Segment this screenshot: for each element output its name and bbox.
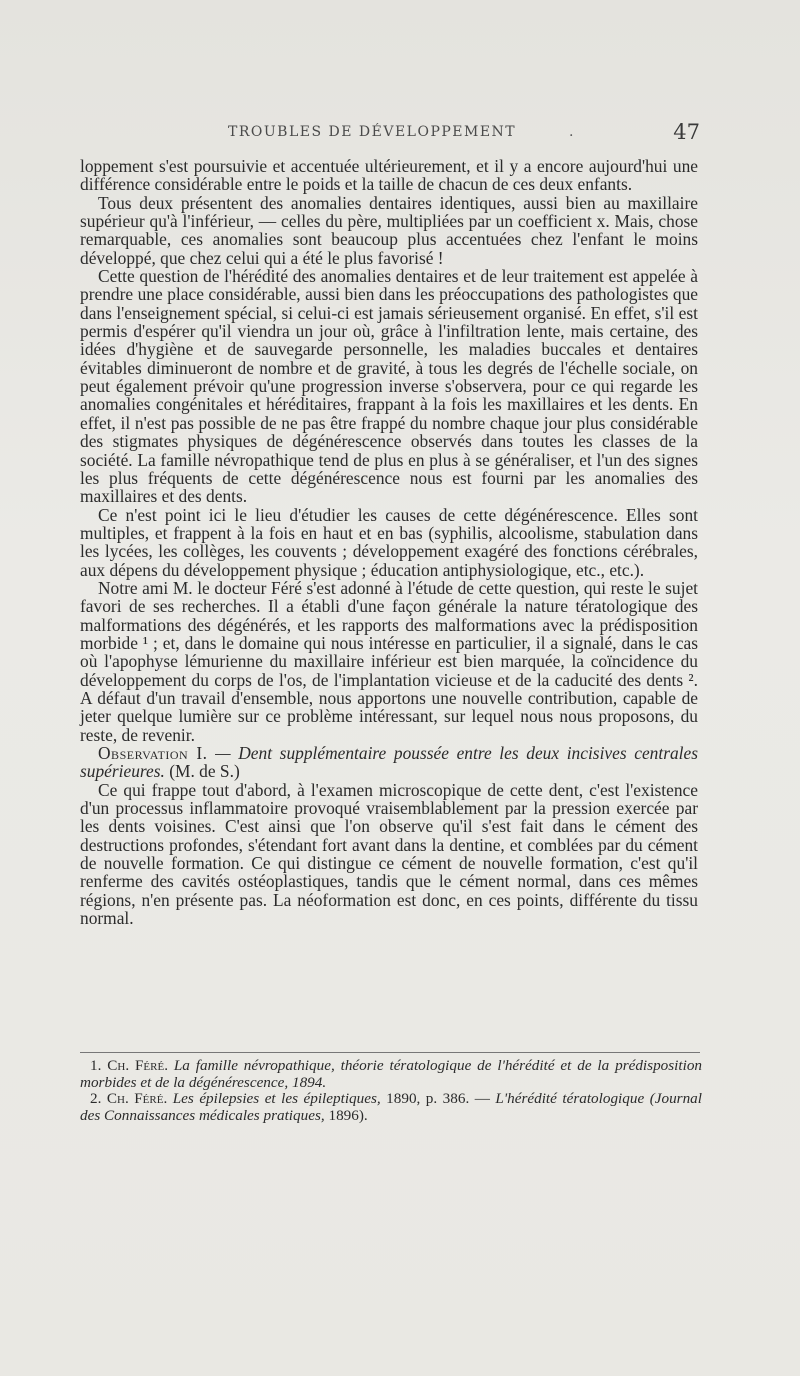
page-number: 47 bbox=[673, 120, 700, 144]
footnote-2-year: 1896). bbox=[328, 1106, 368, 1124]
footnote-2-title: Les épilepsies et les épileptiques, bbox=[172, 1090, 381, 1107]
footnote-2 bbox=[80, 1091, 702, 1124]
footnote-rule bbox=[80, 1052, 700, 1053]
paragraph-4: Ce n'est point ici le lieu d'étudier les causes de cette dégénérescence. Elles sont multiples, et frappent à la fois en haut et en bas (syphilis, alcoolisme, stabulation dans les lycées, les collèges, les couvents ; développement exagéré des fonctions cérébrales, aux dépens du développement physique ; éducation antiphysiologique, etc., etc.). bbox=[80, 504, 698, 580]
observation-label: Observation I. bbox=[98, 743, 208, 763]
footnote-1-text: La famille névropathique, théorie tératologique de l'hérédité et de la prédisposition morbides et de la dégénérescence, 1894. bbox=[80, 1057, 703, 1091]
observation-author: (M. de S.) bbox=[169, 761, 240, 782]
observation-paragraph: Ce qui frappe tout d'abord, à l'examen microscopique de cette dent, c'est l'existence d'un processus inflammatoire provoqué vraisemblablement par la pression exercée par les dents voisines. C'est ainsi que l'on observe qu'il s'est fait dans le cément des destructions profondes, s'étendant fort avant dans la dentine, et comblées par du cément de nouvelle formation. Ce qui distingue ce cément de nouvelle formation, c'est qu'il renferme des cavités ostéoplastiques, tandis que le cément normal, dans ces mêmes régions, n'en présente pas. La néoformation est donc, en ces points, différente du tissu normal. bbox=[80, 779, 698, 929]
body-text bbox=[80, 157, 698, 927]
paragraph-1: loppement s'est poursuivie et accentuée ultérieurement, et il y a encore aujourd'hui une différence considérable entre le poids et la taille de chacun de ces deux enfants. bbox=[80, 156, 698, 195]
footnote-2-number: 2. bbox=[90, 1090, 102, 1107]
footnote-1 bbox=[80, 1058, 702, 1091]
page-header bbox=[80, 120, 700, 154]
footnotes bbox=[80, 1058, 702, 1124]
header-separator: . bbox=[569, 124, 574, 140]
footnote-2-journal: (Journal des Connaissances médicales pratiques, bbox=[80, 1090, 702, 1124]
paragraph-5: Notre ami M. le docteur Féré s'est adonné à l'étude de cette question, qui reste le sujet favori de ses recherches. Il a établi d'une façon générale la nature tératologique des malformations des dégénérés, et les rapports des malformations avec la prédisposition morbide ¹ ; et, dans le domaine qui nous intéresse en particulier, il a signalé, dans le cas où l'apophyse lémurienne du maxillaire inférieur est bien marquée, la coïncidence du développement du corps de l'os, de l'implantation vicieuse et de la caducité des dents ². A défaut d'un travail d'ensemble, nous apportons une nouvelle contribution, capable de jeter quelque lumière sur ce problème intéressant, sur lequel nous nous proposons, du reste, de revenir. bbox=[80, 577, 698, 745]
paragraph-2: Tous deux présentent des anomalies dentaires identiques, aussi bien au maxillaire supérieur qu'à l'inférieur, — celles du père, multipliées par un coefficient x. Mais, chose remarquable, ces anomalies sont beaucoup plus accentuées chez l'enfant le moins développé, que chez celui qui a été le plus favorisé ! bbox=[80, 192, 698, 268]
footnote-2-second-title: L'hérédité tératologique bbox=[495, 1090, 645, 1107]
running-title: TROUBLES DE DÉVELOPPEMENT bbox=[228, 124, 517, 140]
observation-heading bbox=[80, 744, 698, 781]
footnote-1-number: 1. bbox=[90, 1057, 102, 1074]
footnote-2-author: Ch. Féré. bbox=[106, 1090, 168, 1107]
footnote-2-pages: 1890, p. 386. — bbox=[386, 1090, 490, 1107]
footnote-1-author: Ch. Féré. bbox=[107, 1057, 168, 1074]
observation-title: — Dent supplémentaire poussée entre les deux incisives centrales supérieures. bbox=[80, 743, 698, 782]
paragraph-3: Cette question de l'hérédité des anomalies dentaires et de leur traitement est appelée à prendre une place considérable, aussi bien dans les préoccupations des pathologistes que dans l'enseignement spécial, si celui-ci est jamais sérieusement organisé. En effet, s'il est permis d'espérer qu'il viendra un jour où, grâce à l'infiltration lente, mais certaine, des idées d'hygiène et de sauvegarde personnelle, les maladies buccales et dentaires évitables diminueront de nombre et de gravité, à tous les degrés de l'échelle sociale, on peut également prévoir qu'une progression inverse s'observera, pour ce qui regarde les anomalies congénitales et héréditaires, frappant à la fois les maxillaires et les dents. En effet, il n'est pas possible de ne pas être frappé du nombre chaque jour plus considérable des stigmates physiques de dégénérescence observés dans toutes les classes de la société. La famille névropathique tend de plus en plus à se généraliser, et l'un des signes les plus fréquents de cette dégénérescence nous est fourni par les anomalies des maxillaires et des dents. bbox=[80, 266, 698, 507]
